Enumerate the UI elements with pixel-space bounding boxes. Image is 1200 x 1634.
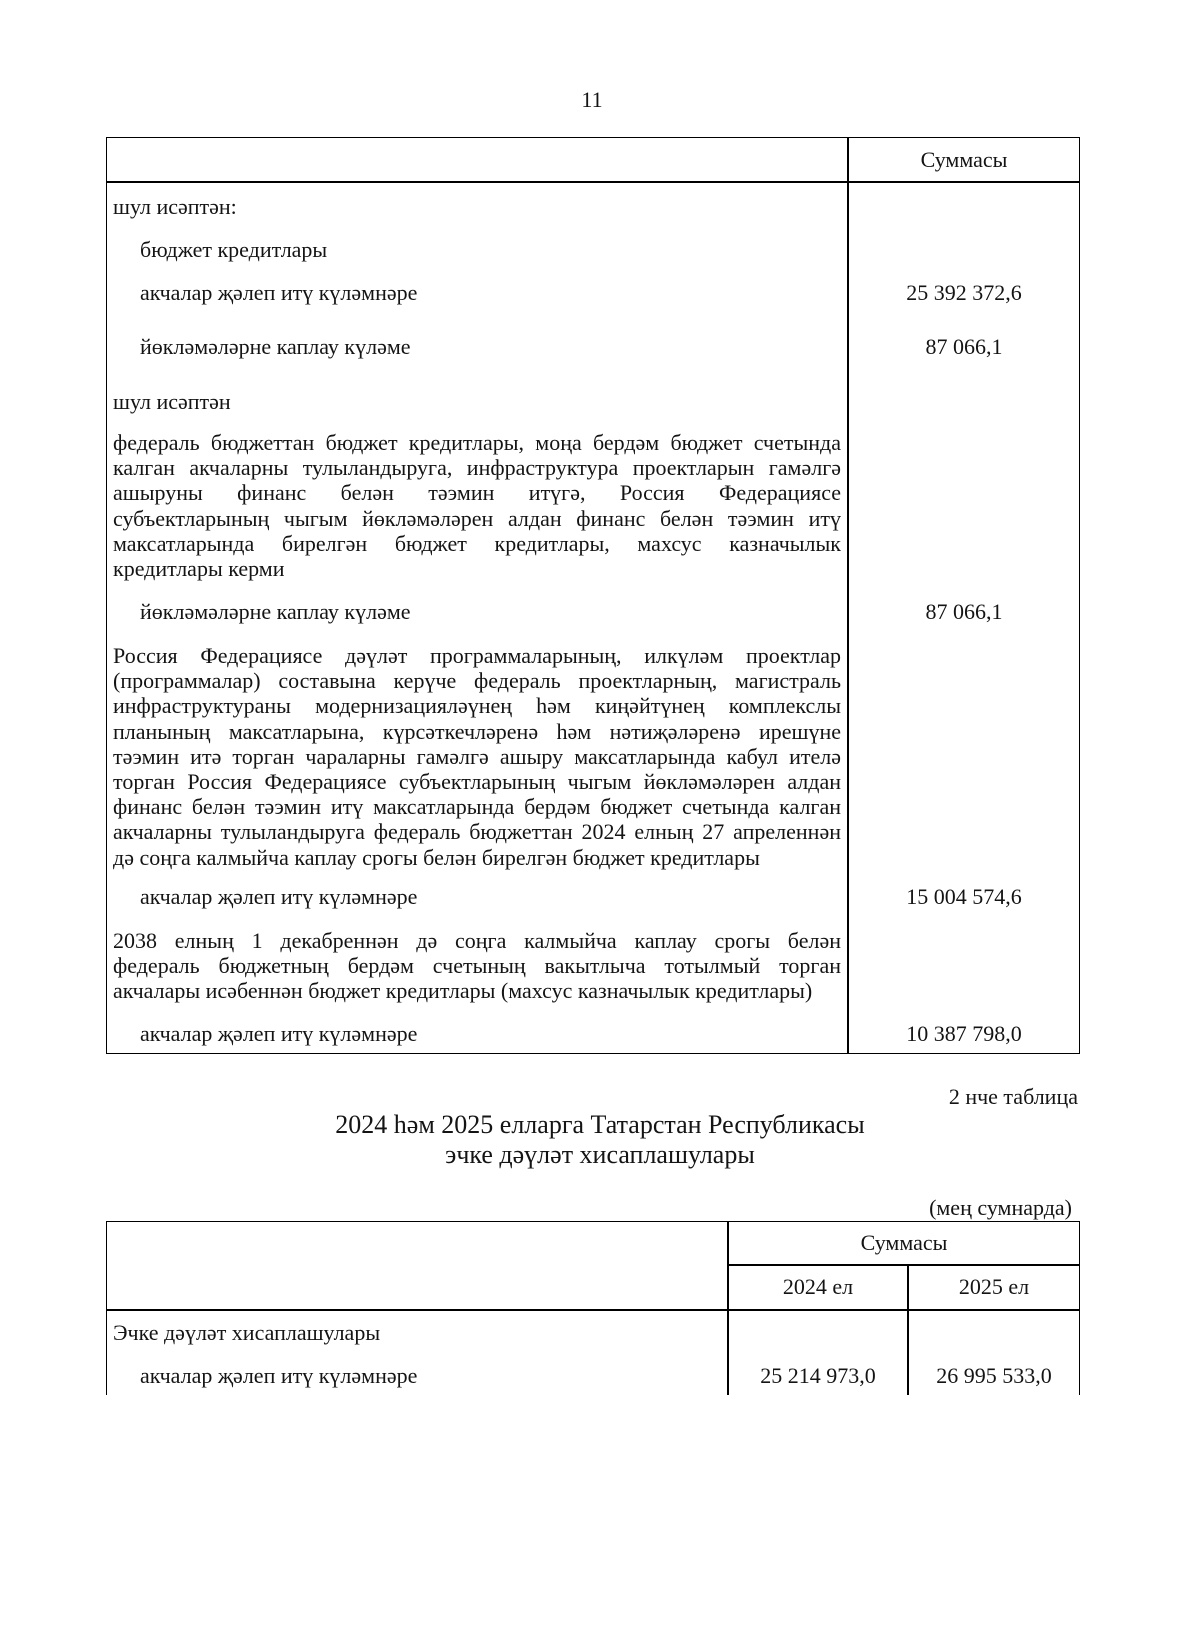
column-header-amount: Суммасы — [860, 1230, 948, 1255]
table-row — [107, 1021, 1079, 1046]
table-row — [107, 1320, 1079, 1345]
row-label: акчалар җәлеп итү күләмнәре — [140, 884, 418, 909]
paragraph-line: субъектларының чыгым йөкләмәләрен алдан финанс белән тәэмин итү — [113, 505, 841, 531]
row-amount-2024: 25 214 973,0 — [760, 1363, 876, 1388]
paragraph-line: 2038 елның 1 декабреннән дә соңга калмыйча каплау срогы белән — [113, 928, 841, 953]
table-title-line: 2024 һәм 2025 елларга Татарстан Республикасы — [335, 1110, 865, 1139]
paragraph-line: (программалар) составына керүче федераль проектларның, магистраль — [113, 668, 841, 694]
row-amount: 87 066,1 — [925, 599, 1003, 624]
table-row — [107, 884, 1079, 909]
table-row — [107, 599, 1079, 624]
row-label: йөкләмәләрне каплау күләме — [140, 334, 411, 359]
paragraph-line: финанс белән тәэмин итү максатларында бердәм бюджет счетында калган — [113, 794, 841, 820]
paragraph-line: акчаларны тулыландыруга федераль бюджеттан 2024 елның 27 апреленнән — [113, 819, 841, 845]
table-row — [107, 194, 1079, 219]
row-label: акчалар җәлеп итү күләмнәре — [140, 1363, 418, 1388]
row-label: йөкләмәләрне каплау күләме — [140, 599, 411, 624]
row-label: шул исәптән: — [113, 194, 237, 219]
column-header-amount: Суммасы — [920, 147, 1008, 172]
paragraph-line: акчалары исәбеннән бюджет кредитлары (махсус казначылык кредитлары) — [113, 978, 813, 1004]
table-row — [107, 1363, 1079, 1388]
paragraph-line: федераль бюджетның бердәм счетының вакытлыча тотылмый торган — [113, 953, 841, 979]
table-title-line: эчке дәүләт хисаплашулары — [445, 1140, 755, 1169]
row-label: Эчке дәүләт хисаплашулары — [113, 1320, 381, 1345]
header-divider — [727, 1264, 1079, 1266]
row-amount: 15 004 574,6 — [906, 884, 1022, 909]
paragraph-line: ашыруны финанс белән тәэмин итүгә, Россия Федерациясе — [113, 480, 841, 506]
row-label: акчалар җәлеп итү күләмнәре — [140, 1021, 418, 1046]
paragraph-line: Россия Федерациясе дәүләт программаларының, илкүләм проектлар — [113, 643, 841, 668]
paragraph-line: тәэмин итә торган чараларны гамәлгә ашыру максатларында кабул ителә — [113, 743, 841, 769]
row-amount-2025: 26 995 533,0 — [936, 1363, 1052, 1388]
paragraph-line: федераль бюджеттан бюджет кредитлары, моңа бердәм бюджет счетында — [113, 430, 841, 455]
table-number-caption: 2 нче таблица — [948, 1084, 1078, 1109]
row-label: акчалар җәлеп итү күләмнәре — [140, 280, 418, 305]
page-number: 11 — [581, 87, 603, 112]
column-divider — [847, 138, 849, 1053]
table-row — [107, 280, 1079, 305]
budget-credits-table — [106, 137, 1080, 1054]
table-title — [0, 1110, 1200, 1170]
table-row-paragraph — [113, 430, 841, 581]
table-row-paragraph — [113, 643, 841, 870]
row-amount: 10 387 798,0 — [906, 1021, 1022, 1046]
header-divider — [107, 1309, 1079, 1311]
row-amount: 25 392 372,6 — [906, 280, 1022, 305]
column-header-year-2024: 2024 ел — [782, 1274, 854, 1299]
column-header-year-2025: 2025 ел — [958, 1274, 1030, 1299]
paragraph-line: инфраструктураны модернизацияләүнең һәм киңәйтүнең комплекслы — [113, 693, 841, 719]
units-note: (мең сумнарда) — [929, 1195, 1072, 1220]
paragraph-line: максатларында бирелгән бюджет кредитлары, махсус казначылык — [113, 530, 841, 556]
table-row — [107, 389, 1079, 414]
paragraph-line: дә соңга калмыйча каплау срогы белән бирелгән бюджет кредитлары — [113, 844, 760, 870]
paragraph-line: кредитлары керми — [113, 556, 285, 582]
table-row — [107, 334, 1079, 359]
row-label: бюджет кредитлары — [140, 237, 328, 262]
row-amount: 87 066,1 — [925, 334, 1003, 359]
paragraph-line: торган Россия Федерациясе субъектларының чыгым йөкләмәләрен алдан — [113, 769, 841, 795]
header-divider — [107, 181, 1079, 183]
paragraph-line: планының максатларына, күрсәткечләренә һәм нәтиҗәләренә ирешүне — [113, 718, 841, 744]
paragraph-line: калган акчаларны тулыландыруга, инфраструктура проектларын гамәлгә — [113, 455, 841, 481]
row-label: шул исәптән — [113, 389, 231, 414]
table-row-paragraph — [113, 928, 841, 1004]
internal-debt-table — [106, 1221, 1080, 1395]
table-row — [107, 237, 1079, 262]
